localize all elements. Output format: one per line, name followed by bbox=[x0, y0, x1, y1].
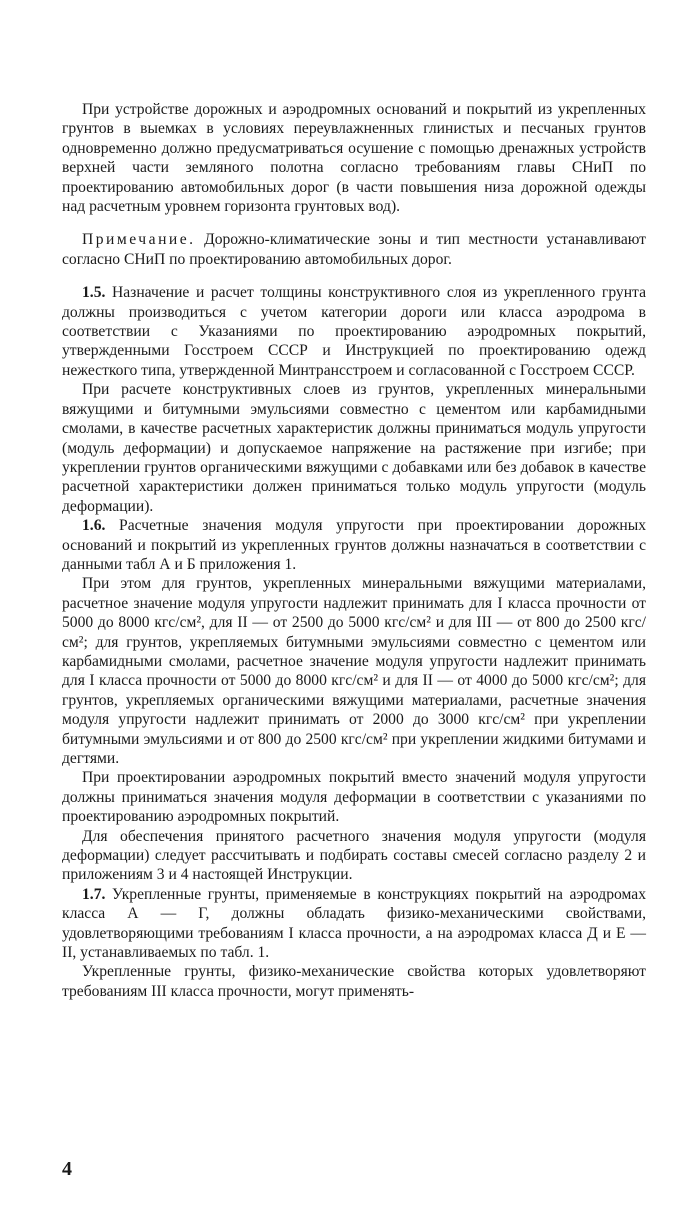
section-text: Укрепленные грунты, применяемые в конструкциях покрытий на аэродромах класса А — Г, должны обладать физико-механическими свойствами, удовлетворяющими требованиям I класса прочности, а на аэродромах класса Д и Е — II, устанавливаемых по табл. 1. bbox=[62, 885, 646, 962]
section-text: Назначение и расчет толщины конструктивного слоя из укрепленного грунта должны производиться с учетом категории дороги или класса аэродрома в соответствии с Указаниями по проектированию аэродромных покрытий, утвержденными Госстроем СССР и Инструкцией по проектированию одежд нежесткого типа, утвержденной Минтрансстроем и согласованной с Госстроем СССР. bbox=[62, 284, 646, 379]
paragraph-airfield: При проектировании аэродромных покрытий вместо значений модуля упругости должны приниматься значения модуля деформации в соответствии с указаниями по проектированию аэродромных покрытий. bbox=[62, 769, 646, 826]
section-1-7 bbox=[62, 885, 646, 963]
section-text: Расчетные значения модуля упругости при проектировании дорожных оснований и покрытий из укрепленных грунтов должны назначаться в соответствии с данными табл А и Б приложения 1. bbox=[62, 517, 646, 573]
paragraph-modulus-values: При этом для грунтов, укрепленных минеральными вяжущими материалами, расчетное значение модуля упругости надлежит принимать для I класса прочности от 5000 до 8000 кгс/см², для II — от 2500 до 5000 кгс/см² и для III — от 800 до 2500 кгс/см²; для грунтов, укрепляемых битумными эмульсиями совместно с цементом или карбамидными смолами, расчетное значение модуля упругости надлежит принимать для I класса прочности от 5000 до 8000 кгс/см² и для II — от 4000 до 5000 кгс/см²; для грунтов, укрепляемых органическими вяжущими материалами, расчетные значения модуля упругости надлежит принимать от 2000 до 3000 кгс/см² при укреплении битумными эмульсиями и от 800 до 2500 кгс/см² при укреплении жидкими битумами и дегтями. bbox=[62, 575, 646, 767]
paragraph-drainage: При устройстве дорожных и аэродромных оснований и покрытий из укрепленных грунтов в выемках в условиях переувлажненных глинистых и песчаных грунтов одновременно должно предусматриваться осушение с помощью дренажных устройств верхней части земляного полотна согласно требованиям главы СНиП по проектированию автомобильных дорог (в части повышения низа дорожной одежды над расчетным уровнем горизонта грунтовых вод). bbox=[62, 101, 646, 216]
paragraph-class-three: Укрепленные грунты, физико-механические свойства которых удовлетворяют требованиям III класса прочности, могут применять- bbox=[62, 963, 646, 1000]
document-page bbox=[62, 100, 646, 1001]
paragraph-mixes: Для обеспечения принятого расчетного значения модуля упругости (модуля деформации) следует рассчитывать и подбирать составы смесей согласно разделу 2 и приложениям 3 и 4 настоящей Инструкции. bbox=[62, 827, 646, 884]
section-1-5 bbox=[62, 283, 646, 380]
paragraph-calculation: При расчете конструктивных слоев из грунтов, укрепленных минеральными вяжущими и битумными эмульсиями совместно с цементом или карбамидными смолами, в качестве расчетных характеристик должны приниматься модуль упругости (модуль деформации) и допускаемое напряжение на растяжение при изгибе; при укреплении грунтов органическими вяжущими с добавками или без добавок в качестве расчетной характеристики должен приниматься только модуль упругости (модуль деформации). bbox=[62, 381, 646, 515]
note-paragraph bbox=[62, 230, 646, 269]
section-number: 1.5. bbox=[82, 284, 106, 302]
section-1-6 bbox=[62, 516, 646, 574]
section-number: 1.7. bbox=[82, 885, 106, 903]
section-number: 1.6. bbox=[82, 517, 106, 535]
page-number: 4 bbox=[62, 1158, 72, 1180]
note-text: Дорожно-климатические зоны и тип местности устанавливают согласно СНиП по проектированию автомобильных дорог. bbox=[62, 231, 646, 268]
note-label: Примечание. bbox=[82, 231, 196, 249]
